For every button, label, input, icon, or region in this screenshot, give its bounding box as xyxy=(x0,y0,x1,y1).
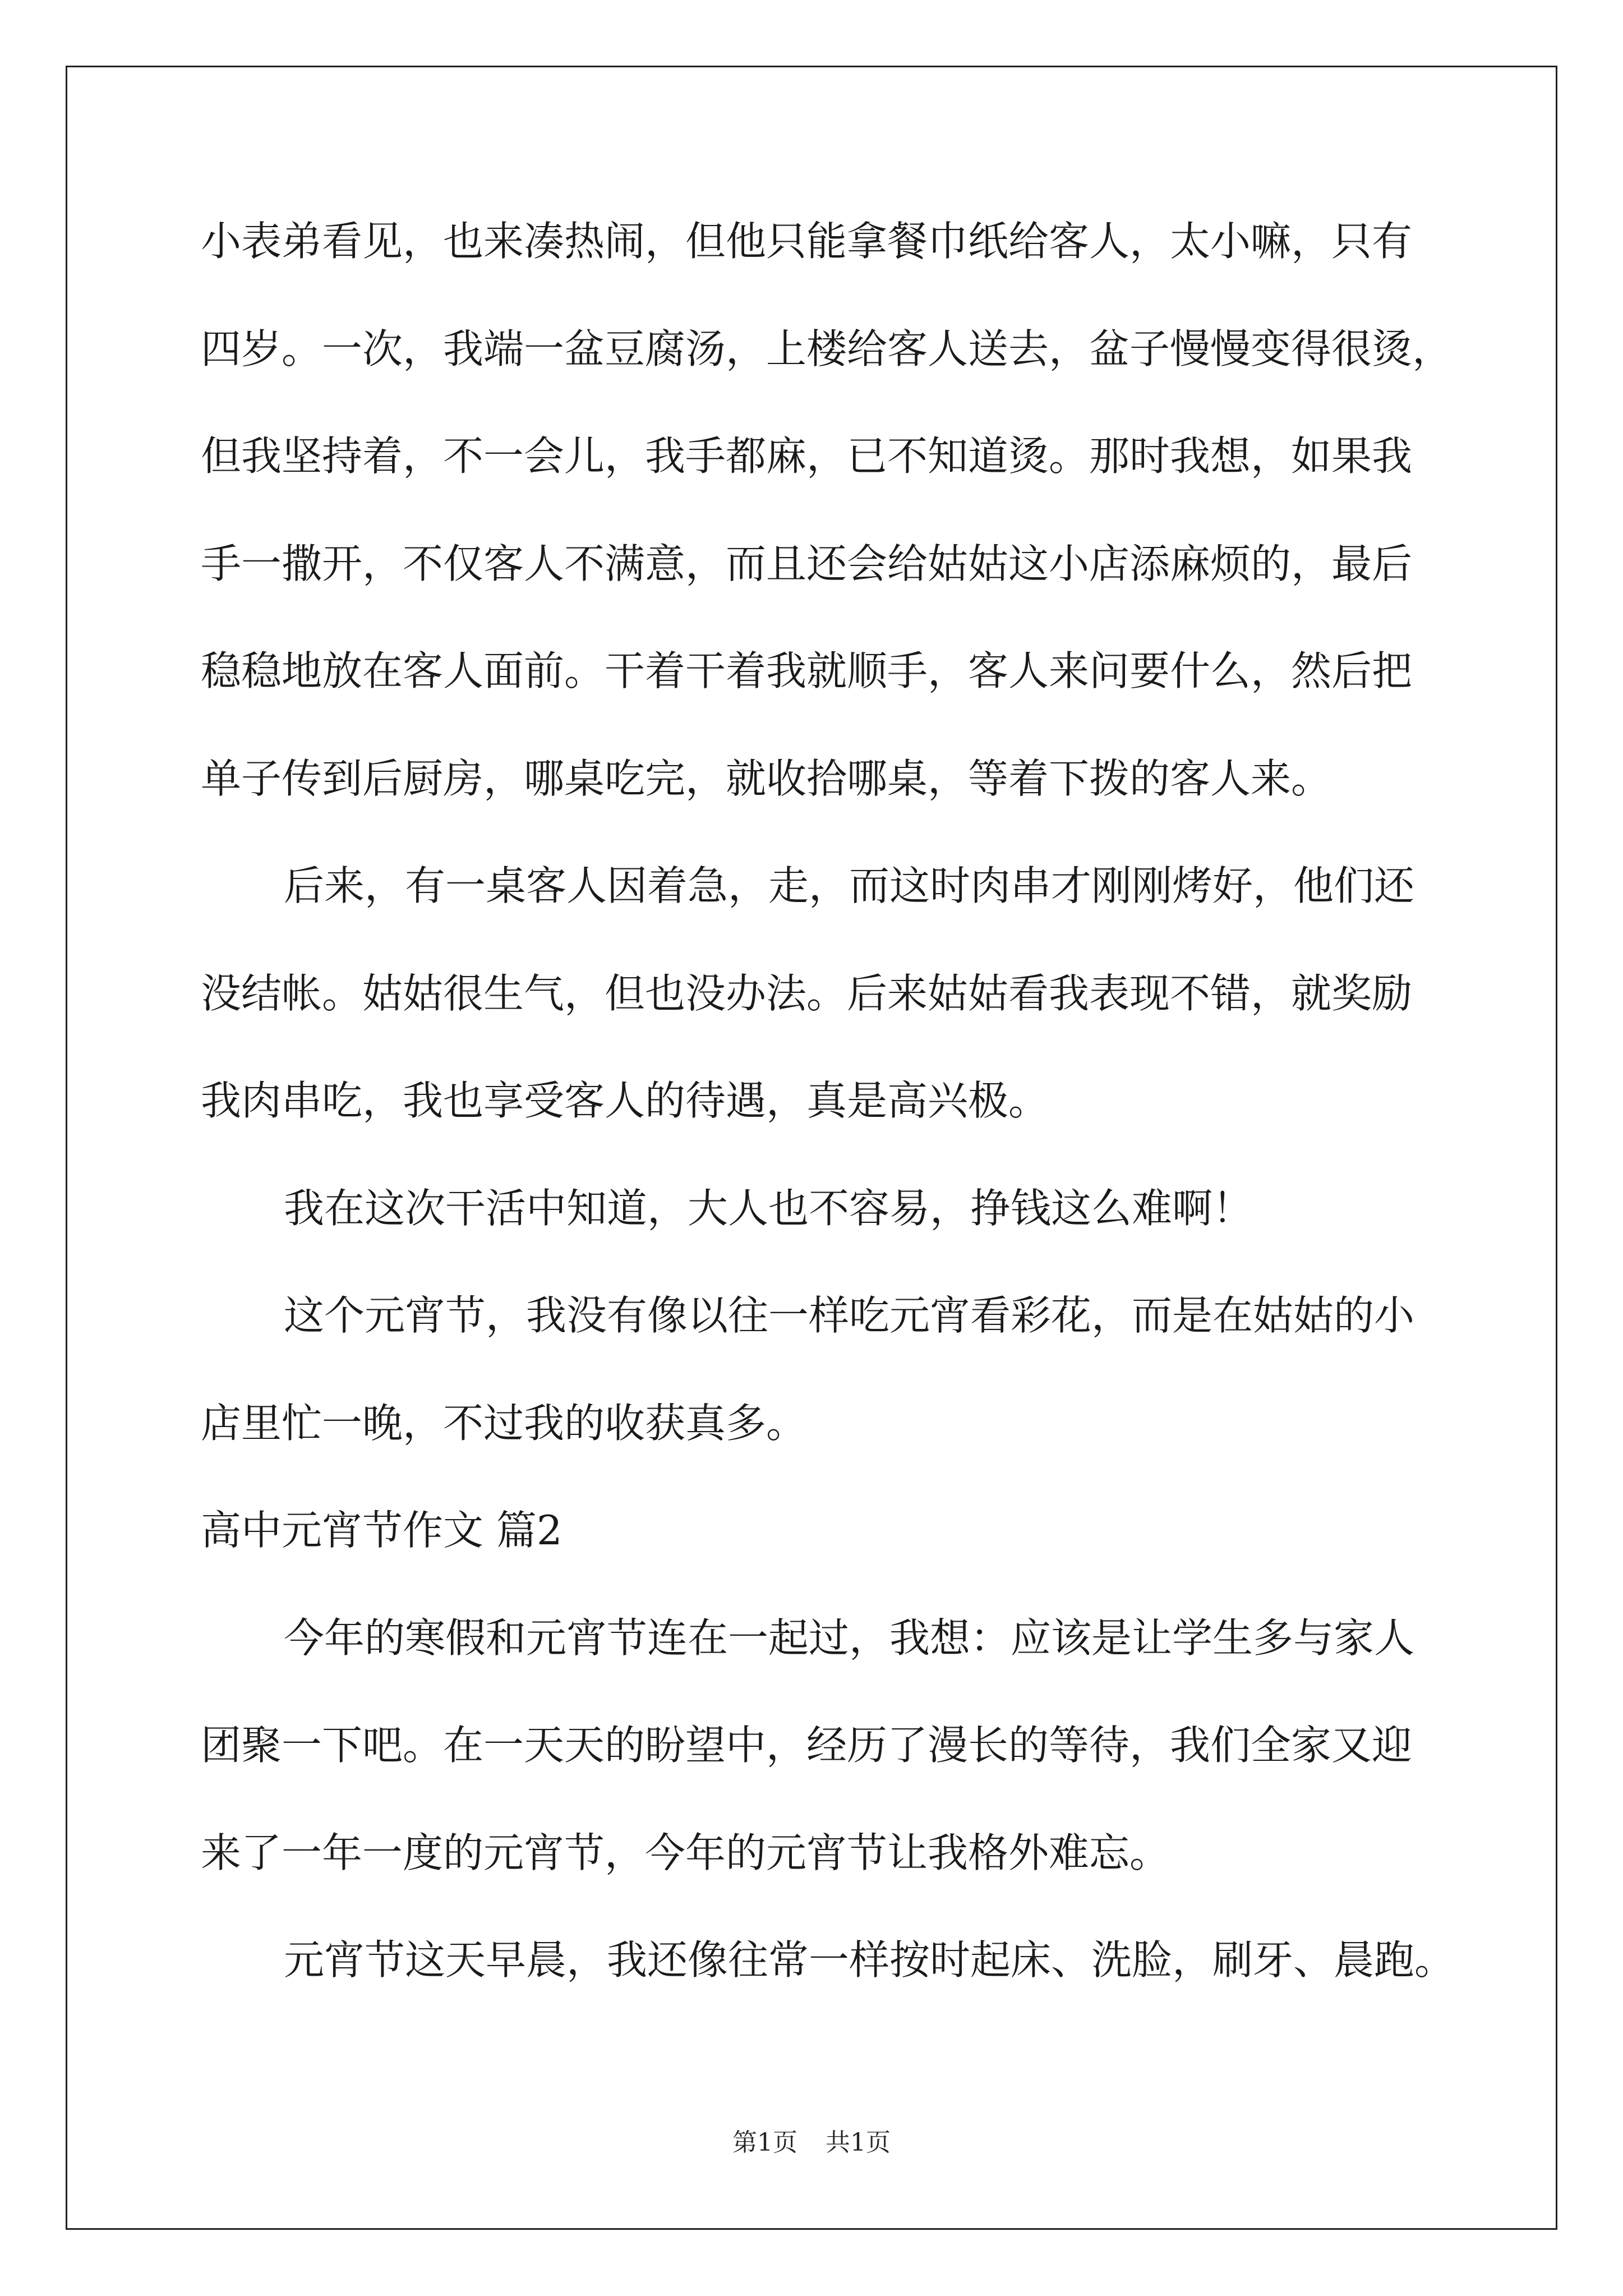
paragraph-start-line: 元宵节这天早晨，我还像往常一样按时起床、洗脸，刷牙、晨跑。 xyxy=(284,1936,1455,1984)
text-line: 单子传到后厨房，哪桌吃完，就收拾哪桌，等着下拨的客人来。 xyxy=(201,754,1332,802)
text-line: 稳稳地放在客人面前。干着干着我就顺手，客人来问要什么，然后把 xyxy=(201,647,1413,694)
page-number: 第1页 xyxy=(732,2128,797,2157)
text-line: 店里忙一晚，不过我的收获真多。 xyxy=(201,1399,807,1447)
text-line: 我肉串吃，我也享受客人的待遇，真是高兴极。 xyxy=(201,1077,1049,1124)
text-line: 四岁。一次，我端一盆豆腐汤，上楼给客人送去，盆子慢慢变得很烫， xyxy=(201,325,1453,372)
document-body xyxy=(201,218,1455,2045)
text-line: 来了一年一度的元宵节，今年的元宵节让我格外难忘。 xyxy=(201,1829,1170,1876)
text-line: 但我坚持着，不一会儿，我手都麻，已不知道烫。那时我想，如果我 xyxy=(201,432,1413,480)
section-heading: 高中元宵节作文 篇2 xyxy=(201,1507,562,1554)
text-line: 没结帐。姑姑很生气，但也没办法。后来姑姑看我表现不错，就奖励 xyxy=(201,969,1413,1017)
text-line: 手一撒开，不仅客人不满意，而且还会给姑姑这小店添麻烦的，最后 xyxy=(201,540,1413,587)
page-footer xyxy=(0,2129,1623,2157)
text-line: 小表弟看见，也来凑热闹，但他只能拿餐巾纸给客人，太小嘛，只有 xyxy=(201,218,1413,265)
paragraph-start-line: 今年的寒假和元宵节连在一起过，我想：应该是让学生多与家人 xyxy=(284,1614,1415,1662)
paragraph-start-line: 我在这次干活中知道，大人也不容易，挣钱这么难啊！ xyxy=(284,1184,1253,1232)
text-line: 团聚一下吧。在一天天的盼望中，经历了漫长的等待，我们全家又迎 xyxy=(201,1722,1413,1769)
paragraph-start-line: 这个元宵节，我没有像以往一样吃元宵看彩花，而是在姑姑的小 xyxy=(284,1292,1415,1339)
paragraph-start-line: 后来，有一桌客人因着急，走，而这时肉串才刚刚烤好，他们还 xyxy=(284,862,1415,909)
page-total: 共1页 xyxy=(826,2128,891,2157)
